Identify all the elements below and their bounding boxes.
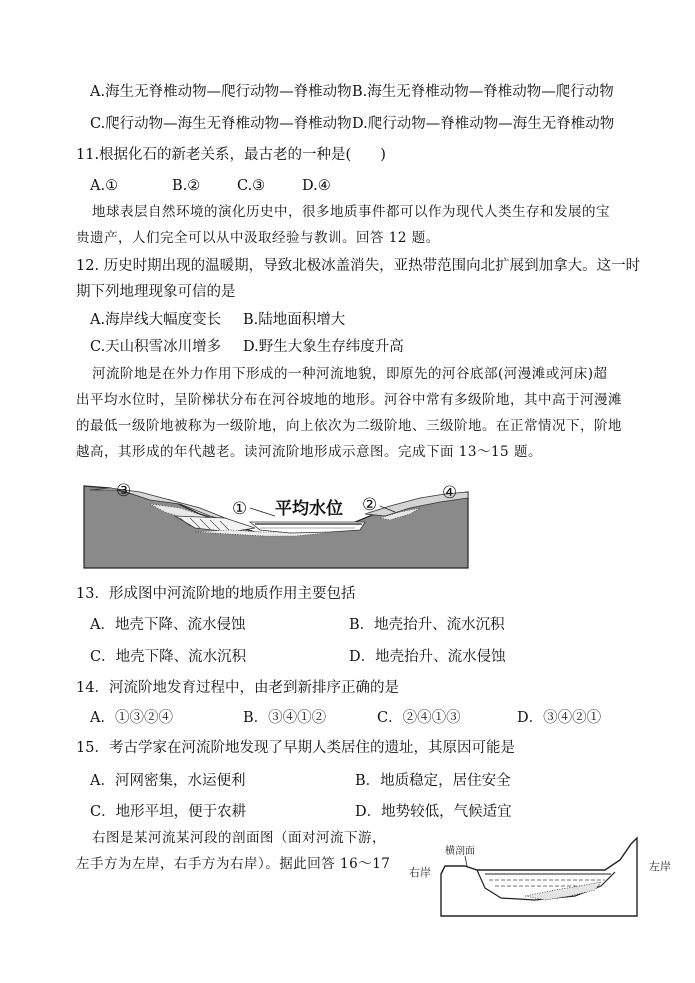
passage13-line2: 出平均水位时，呈阶梯状分布在河谷坡地的地形。河谷中常有多级阶地，其中高于河漫滩 xyxy=(76,392,622,408)
q15-option-d: D．地势较低，气候适宜 xyxy=(355,804,512,820)
q10-option-d: D.爬行动物—脊椎动物—海生无脊椎动物 xyxy=(352,116,615,132)
passage13-line3: 的最低一级阶地被称为一级阶地，向上依次为二级阶地、三级阶地。在正常情况下，阶地 xyxy=(76,418,622,434)
q14-option-c: C．②④①③ xyxy=(377,710,461,726)
q12-option-d: D.野生大象生存纬度升高 xyxy=(243,339,404,355)
q11-option-a: A.① xyxy=(90,178,119,194)
marker-2: ② xyxy=(362,495,378,515)
q15-stem: 15．考古学家在河流阶地发现了早期人类居住的遗址，其原因可能是 xyxy=(76,740,515,756)
q11-stem: 11.根据化石的新老关系，最古老的一种是( ) xyxy=(76,147,386,163)
q15-option-a: A．河网密集，水运便利 xyxy=(90,773,246,789)
q12-stem-line2: 期下列地理现象可信的是 xyxy=(76,284,236,300)
left-bank-label: 左岸 xyxy=(649,860,671,873)
q13-option-b: B．地壳抬升、流水沉积 xyxy=(349,617,505,633)
q14-option-b: B．③④①② xyxy=(243,710,327,726)
q12-option-c: C.天山积雪冰川增多 xyxy=(90,339,222,355)
q10-option-a: A.海生无脊椎动物—爬行动物—脊椎动物 xyxy=(90,84,352,100)
q15-option-b: B．地质稳定，居住安全 xyxy=(355,773,511,789)
marker-4: ④ xyxy=(442,483,458,503)
passage12-line2: 贵遗产，人们完全可以从中汲取经验与教训。回答 12 题。 xyxy=(76,230,440,246)
q11-option-b: B.② xyxy=(172,178,201,194)
q13-option-c: C．地壳下降、流水沉积 xyxy=(90,649,247,665)
q13-stem: 13．形成图中河流阶地的地质作用主要包括 xyxy=(76,586,356,602)
q12-stem-line1: 12. 历史时期出现的温暖期，导致北极冰盖消失，亚热带范围向北扩展到加拿大。这一时 xyxy=(76,258,641,274)
marker-3: ③ xyxy=(116,481,132,501)
q11-option-c: C.③ xyxy=(237,178,266,194)
q11-option-d: D.④ xyxy=(302,178,331,194)
q10-option-b: B.海生无脊椎动物—脊椎动物—爬行动物 xyxy=(352,84,614,100)
passage13-line4: 越高，其形成的年代越老。读河流阶地形成示意图。完成下面 13～15 题。 xyxy=(76,444,542,460)
right-bank-label: 右岸 xyxy=(409,866,431,879)
marker-1: ① xyxy=(232,499,248,519)
q14-stem: 14．河流阶地发育过程中，由老到新排序正确的是 xyxy=(76,680,399,696)
water-level-label: 平均水位 xyxy=(275,499,343,519)
q13-option-a: A．地壳下降、流水侵蚀 xyxy=(90,617,246,633)
q10-option-c: C.爬行动物—海生无脊椎动物—脊椎动物 xyxy=(90,116,352,132)
q13-option-d: D．地壳抬升、流水侵蚀 xyxy=(349,649,506,665)
passage13-line1: 河流阶地是在外力作用下形成的一种河流地貌，即原先的河谷底部(河漫滩或河床)超 xyxy=(92,366,608,382)
q15-option-c: C．地形平坦，便于农耕 xyxy=(90,804,247,820)
passage16-line1: 右图是某河流某河段的剖面图（面对河流下游， xyxy=(92,830,386,846)
river-cross-section-diagram xyxy=(405,830,690,922)
q14-option-a: A．①③②④ xyxy=(90,710,173,726)
cross-section-label: 横剖面 xyxy=(445,846,475,857)
passage16-line2: 左手方为左岸，右手方为右岸）。据此回答 16～17 xyxy=(76,856,391,872)
q14-option-d: D．③④②① xyxy=(517,710,602,726)
q12-option-a: A.海岸线大幅度变长 xyxy=(90,312,222,328)
passage12-line1: 地球表层自然环境的演化历史中，很多地质事件都可以作为现代人类生存和发展的宝 xyxy=(92,204,610,220)
river-terrace-diagram xyxy=(80,478,472,570)
q12-option-b: B.陆地面积增大 xyxy=(243,312,346,328)
